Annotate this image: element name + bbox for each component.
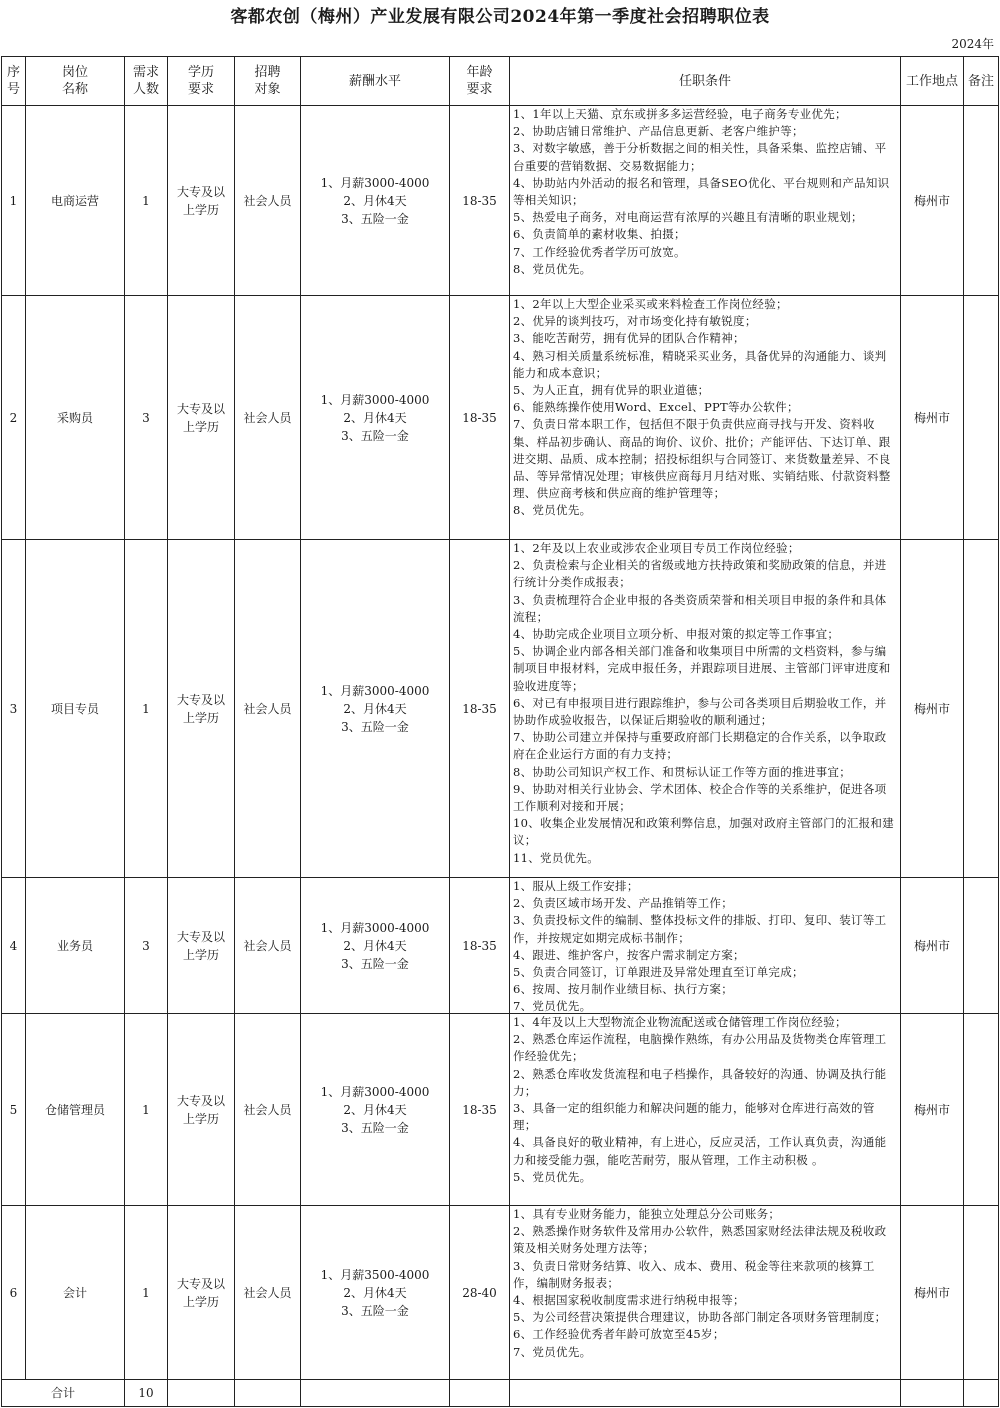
header-target: 招聘 对象 [235,57,301,106]
row-target: 社会人员 [235,106,301,296]
row-location: 梅州市 [901,296,964,540]
requirement-item: 5、为公司经营决策提供合理建议，协助各部门制定各项财务管理制度； 6、工作经验优秀者年龄可放宽至45岁； [513,1310,887,1342]
row-seq: 3 [2,540,26,878]
row-target: 社会人员 [235,1206,301,1380]
requirement-item: 1、服从上级工作安排； [513,879,639,893]
row-age: 18-35 [450,296,510,540]
salary-line: 3、五险一金 [341,1303,409,1318]
salary-line: 3、五险一金 [341,211,409,226]
header-position: 岗位 名称 [26,57,125,106]
page-title: 客都农创（梅州）产业发展有限公司2024年第一季度社会招聘职位表 [230,7,770,27]
education-line: 大专及以 [176,401,225,416]
salary-line: 3、五险一金 [341,1120,409,1135]
requirement-item: 2、熟悉操作财务软件及常用办公软件，熟悉国家财经法律法规及税收政策及相关财务处理方法等； [513,1224,887,1256]
salary-line: 2、月休4天 [343,701,407,716]
requirement-item: 7、党员优先。 [513,999,592,1012]
row-remarks [964,296,999,540]
row-seq: 6 [2,1206,26,1380]
education-line: 上学历 [182,1294,219,1309]
row-salary [301,878,450,1014]
education-line: 大专及以 [176,184,225,199]
requirements-list [513,1206,897,1361]
total-empty-cell [168,1380,235,1407]
row-education [168,1014,235,1206]
row-count: 1 [125,1014,168,1206]
salary-line: 1、月薪3000-4000 [320,920,430,935]
row-count: 1 [125,1206,168,1380]
row-education [168,1206,235,1380]
row-age: 18-35 [450,106,510,296]
row-remarks [964,1014,999,1206]
table-row [2,296,999,540]
row-remarks [964,540,999,878]
requirement-item: 11、党员优先。 [513,850,600,865]
row-count: 1 [125,106,168,296]
salary-line: 3、五险一金 [341,719,409,734]
row-seq: 2 [2,296,26,540]
row-age: 18-35 [450,540,510,878]
requirement-item: 8、协助公司知识产权工作、和贯标认证工作等方面的推进事宜； [513,764,852,779]
requirements-list [513,540,897,867]
header-salary: 薪酬水平 [301,57,450,106]
total-row [2,1380,999,1407]
requirement-item: 10、收集企业发展情况和政策利弊信息，加强对政府主管部门的汇报和建议； [513,816,895,848]
row-requirements [510,540,901,878]
requirement-item: 2、熟悉仓库收发货流程和电子档操作，具备较好的沟通、协调及执行能力； [513,1066,887,1098]
table-row [2,1206,999,1380]
requirement-item: 4、跟进、维护客户，按客户需求制定方案； [513,947,745,962]
requirement-item: 3、能吃苦耐劳，拥有优异的团队合作精神； [513,331,745,346]
requirement-item: 1、1年以上天猫、京东或拼多多运营经验，电子商务专业优先； [513,107,847,121]
row-remarks [964,1206,999,1380]
total-empty-cell [301,1380,450,1407]
table-row [2,540,999,878]
requirement-item: 4、协助站内外活动的报名和管理，具备SEO优化、平台规则和产品知识等相关知识； [513,175,890,208]
requirements-list [513,106,897,278]
row-requirements [510,296,901,540]
row-seq: 1 [2,106,26,296]
salary-line: 1、月薪3000-4000 [320,683,430,698]
row-age: 28-40 [450,1206,510,1380]
requirement-item: 1、4年及以上大型物流企业物流配送或仓储管理工作岗位经验； [513,1015,847,1029]
row-requirements [510,878,901,1014]
requirement-item: 4、根据国家税收制度需求进行纳税申报等； [513,1293,745,1308]
row-position: 仓储管理员 [26,1014,125,1206]
salary-line: 1、月薪3000-4000 [320,175,430,190]
total-count: 10 [125,1380,168,1407]
requirement-item: 4、协助完成企业项目立项分析、申报对策的拟定等工作事宜； [513,627,840,642]
row-age: 18-35 [450,1014,510,1206]
total-empty-cell [901,1380,964,1407]
row-seq: 4 [2,878,26,1014]
table-body [2,106,999,1380]
requirement-item: 2、协助店铺日常维护、产品信息更新、老客户维护等； [513,124,804,139]
requirements-list [513,878,897,1012]
row-location: 梅州市 [901,106,964,296]
education-line: 上学历 [182,947,219,962]
requirements-list [513,1014,897,1186]
requirement-item: 7、负责日常本职工作，包括但不限于负责供应商寻找与开发、资料收集、样品初步确认、商品的询价、议价、批价；产能评估、下达订单、跟进交期、品质、成本控制；招投标组织与合同签订、来货数量差异、不良品、等异常情况处理；审核供应商每月月结对账、实销结账、付款资料整理、供应商考核和供应商的维护管理等； [513,417,891,501]
row-education [168,106,235,296]
salary-line: 1、月薪3000-4000 [320,1084,430,1099]
row-location: 梅州市 [901,540,964,878]
row-position: 电商运营 [26,106,125,296]
row-target: 社会人员 [235,540,301,878]
requirement-item: 6、按周、按月制作业绩目标、执行方案； [513,982,734,997]
total-empty-cell [510,1380,901,1407]
header-requirements: 任职条件 [510,57,901,106]
salary-line: 2、月休4天 [343,193,407,208]
salary-line: 1、月薪3000-4000 [320,392,430,407]
requirement-item: 8、党员优先。 [513,261,592,276]
row-salary [301,106,450,296]
row-position: 项目专员 [26,540,125,878]
requirement-item: 3、负责日常财务结算、收入、成本、费用、税金等往来款项的核算工作，编制财务报表； [513,1258,875,1290]
requirement-item: 3、负责梳理符合企业申报的各类资质荣誉和相关项目申报的条件和具体流程； [513,592,887,624]
recruitment-table [1,56,999,1407]
requirement-item: 3、对数字敏感，善于分析数据之间的相关性，具备采集、监控店铺、平台重要的营销数据、交易数据能力； [513,141,887,173]
requirement-item: 1、2年及以上农业或涉农企业项目专员工作岗位经验； [513,541,800,555]
row-seq: 5 [2,1014,26,1206]
table-row [2,1014,999,1206]
salary-line: 1、月薪3500-4000 [320,1267,430,1282]
row-target: 社会人员 [235,296,301,540]
requirement-item: 1、2年以上大型企业采买或来料检查工作岗位经验； [513,297,788,311]
requirement-item: 7、协助公司建立并保持与重要政府部门长期稳定的合作关系，以争取政府在企业运行方面的有力支持； [513,730,887,762]
total-empty-cell [450,1380,510,1407]
row-requirements [510,106,901,296]
row-location: 梅州市 [901,1014,964,1206]
year-note: 2024年 [951,37,994,51]
education-line: 大专及以 [176,692,225,707]
requirement-item: 5、热爱电子商务，对电商运营有浓厚的兴趣且有清晰的职业规划； [513,210,863,225]
row-location: 梅州市 [901,878,964,1014]
header-education: 学历 要求 [168,57,235,106]
total-empty-cell [964,1380,999,1407]
row-salary [301,1014,450,1206]
salary-line: 2、月休4天 [343,1102,407,1117]
header-row [2,57,999,106]
requirement-item: 5、负责合同签订，订单跟进及异常处理直至订单完成； [513,965,804,980]
education-line: 上学历 [182,710,219,725]
row-count: 3 [125,878,168,1014]
requirement-item: 5、协调企业内部各相关部门准备和收集项目中所需的文档资料，参与编制项目申报材料，完成申报任务，并跟踪项目进展、主管部门评审进度和验收进度等； [513,644,891,693]
education-line: 上学历 [182,1111,219,1126]
row-target: 社会人员 [235,878,301,1014]
header-remarks: 备注 [964,57,999,106]
row-education [168,540,235,878]
row-remarks [964,106,999,296]
row-education [168,878,235,1014]
row-salary [301,540,450,878]
salary-line: 3、五险一金 [341,956,409,971]
header-count: 需求 人数 [125,57,168,106]
requirement-item: 6、能熟练操作使用Word、Excel、PPT等办公软件； [513,400,799,415]
total-label: 合计 [2,1380,125,1407]
requirement-item: 3、负责投标文件的编制、整体投标文件的排版、打印、复印、装订等工作，并按规定如期完成标书制作； [513,913,887,945]
header-seq: 序 号 [2,57,26,106]
row-position: 会计 [26,1206,125,1380]
requirement-item: 2、优异的谈判技巧，对市场变化持有敏锐度； [513,314,757,329]
education-line: 大专及以 [176,1093,225,1108]
salary-line: 2、月休4天 [343,1285,407,1300]
row-remarks [964,878,999,1014]
requirement-item: 7、党员优先。 [513,1344,592,1359]
row-salary [301,296,450,540]
requirement-item: 7、工作经验优秀者学历可放宽。 [513,244,686,259]
education-line: 大专及以 [176,929,225,944]
header-age: 年龄 要求 [450,57,510,106]
total-empty-cell [235,1380,301,1407]
row-age: 18-35 [450,878,510,1014]
requirements-list [513,296,897,520]
requirement-item: 5、为人正直，拥有优异的职业道德； [513,383,710,398]
education-line: 大专及以 [176,1276,225,1291]
requirement-item: 9、协助对相关行业协会、学术团体、校企合作等的关系维护，促进各项工作顺利对接和开展； [513,781,887,814]
row-position: 业务员 [26,878,125,1014]
header-location: 工作地点 [901,57,964,106]
requirement-item: 8、党员优先。 [513,503,592,518]
requirement-item: 2、熟悉仓库运作流程，电脑操作熟练，有办公用品及货物类仓库管理工作经验优先； [513,1032,887,1064]
salary-line: 2、月休4天 [343,938,407,953]
requirement-item: 2、负责检索与企业相关的省级或地方扶持政策和奖励政策的信息，并进行统计分类作成报表； [513,558,887,590]
education-line: 上学历 [182,419,219,434]
row-salary [301,1206,450,1380]
row-count: 1 [125,540,168,878]
education-line: 上学历 [182,202,219,217]
requirement-item: 4、熟习相关质量系统标准，精晓采买业务，具备优异的沟通能力、谈判能力和成本意识； [513,348,887,380]
row-count: 3 [125,296,168,540]
table-row [2,106,999,296]
requirement-item: 3、具备一定的组织能力和解决问题的能力，能够对仓库进行高效的管理； [513,1101,875,1133]
requirement-item: 5、党员优先。 [513,1169,592,1184]
row-requirements [510,1206,901,1380]
table-row [2,878,999,1014]
requirement-item: 1、具有专业财务能力，能独立处理总分公司账务； [513,1207,781,1221]
requirement-item: 6、负责简单的素材收集、拍摄； [513,227,686,242]
salary-line: 2、月休4天 [343,410,407,425]
salary-line: 3、五险一金 [341,428,409,443]
row-education [168,296,235,540]
requirement-item: 2、负责区域市场开发、产品推销等工作； [513,896,734,911]
requirement-item: 6、对已有申报项目进行跟踪维护，参与公司各类项目后期验收工作，并协助作成验收报告，以保证后期验收的顺利通过； [513,695,887,728]
row-target: 社会人员 [235,1014,301,1206]
row-position: 采购员 [26,296,125,540]
row-location: 梅州市 [901,1206,964,1380]
row-requirements [510,1014,901,1206]
requirement-item: 4、具备良好的敬业精神，有上进心，反应灵活，工作认真负责，沟通能力和接受能力强，能吃苦耐劳，服从管理，工作主动积极 。 [513,1135,887,1167]
